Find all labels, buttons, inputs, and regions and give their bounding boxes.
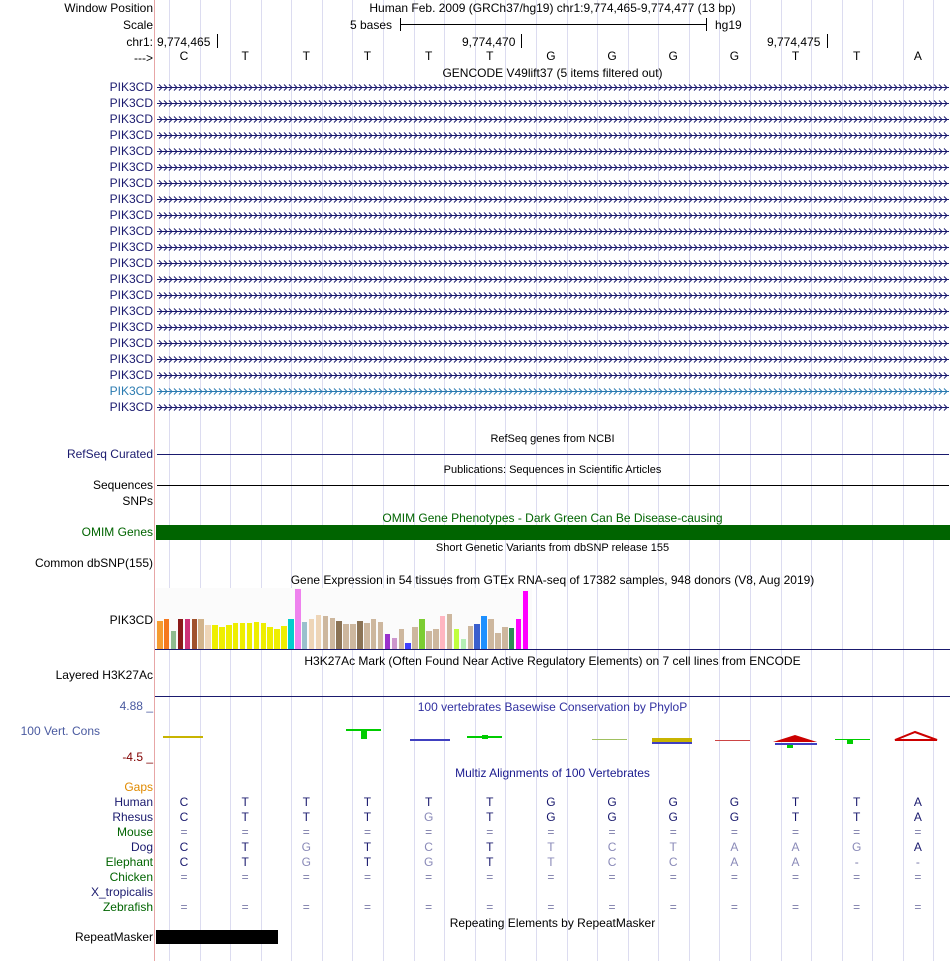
gencode-gene-line[interactable] <box>157 194 949 205</box>
gridline <box>658 0 659 961</box>
gtex-tissue-bar[interactable] <box>392 638 398 649</box>
gencode-gene-line[interactable] <box>157 210 949 221</box>
gridline <box>628 0 629 961</box>
base-letter: C <box>179 49 189 63</box>
gencode-gene-line[interactable] <box>157 274 949 285</box>
alignment-base: T <box>547 840 555 854</box>
alignment-base: T <box>486 795 494 809</box>
gtex-tissue-bar[interactable] <box>171 631 177 649</box>
gtex-tissue-bar[interactable] <box>502 627 508 649</box>
gtex-baseline <box>155 649 950 650</box>
alignment-base: T <box>241 795 249 809</box>
gtex-tissue-bar[interactable] <box>364 623 370 649</box>
direction-label: ---> <box>134 51 153 65</box>
alignment-base: A <box>730 855 739 869</box>
alignment-base: = <box>486 900 494 914</box>
gridline <box>352 0 353 961</box>
gtex-tissue-bar[interactable] <box>468 626 474 649</box>
gtex-tissue-bar[interactable] <box>316 615 322 649</box>
gencode-gene-label[interactable]: PIK3CD <box>109 80 153 94</box>
base-letter: T <box>241 49 249 63</box>
position-470-tick <box>521 34 522 48</box>
alignment-base: T <box>424 795 433 809</box>
phylop-mark <box>652 742 692 744</box>
gencode-gene-label[interactable]: PIK3CD <box>109 368 153 382</box>
gencode-gene-label[interactable]: PIK3CD <box>109 336 153 350</box>
gencode-gene-label[interactable]: PIK3CD <box>109 128 153 142</box>
gencode-gene-label[interactable]: PIK3CD <box>109 384 153 398</box>
alignment-base: G <box>546 810 556 824</box>
gtex-tissue-bar[interactable] <box>205 625 211 649</box>
gtex-tissue-bar[interactable] <box>447 614 453 649</box>
alignment-base: = <box>730 825 738 839</box>
gtex-tissue-bar[interactable] <box>440 616 446 649</box>
gridline <box>842 0 843 961</box>
alignment-base: G <box>423 855 434 869</box>
gtex-tissue-bar[interactable] <box>185 619 191 649</box>
alignment-base: G <box>668 810 678 824</box>
alignment-base: T <box>853 795 861 809</box>
gtex-tissue-bar[interactable] <box>192 619 198 649</box>
species-label[interactable]: Chicken <box>109 870 153 884</box>
gencode-gene-line[interactable] <box>157 82 949 93</box>
alignment-base: A <box>791 840 800 854</box>
alignment-base: A <box>913 795 922 809</box>
alignment-base: G <box>729 810 740 824</box>
alignment-base: C <box>179 855 189 869</box>
alignment-base: C <box>668 855 678 869</box>
alignment-base: T <box>363 810 372 824</box>
gridline <box>200 0 201 961</box>
alignment-base: - <box>854 855 859 869</box>
alignment-base: A <box>730 840 739 854</box>
phylop-mark <box>787 745 793 748</box>
gtex-title: Gene Expression in 54 tissues from GTEx RNA-seq of 17382 samples, 948 donors (V8, Aug 2019) <box>290 573 815 587</box>
gencode-gene-line[interactable] <box>157 114 949 125</box>
phylop-marks <box>163 729 937 748</box>
alignment-base: = <box>914 825 922 839</box>
gtex-tissue-bar[interactable] <box>399 629 405 649</box>
gencode-gene-line[interactable] <box>157 306 949 317</box>
gridline <box>536 0 537 961</box>
gencode-gene-label[interactable]: PIK3CD <box>109 272 153 286</box>
species-label[interactable]: Human <box>114 795 153 809</box>
phylop-min-label: -4.5 _ <box>122 750 153 764</box>
dbsnp-title: Short Genetic Variants from dbSNP release 155 <box>435 542 670 554</box>
h3k27ac-title: H3K27Ac Mark (Often Found Near Active Regulatory Elements) on 7 cell lines from ENCODE <box>304 654 801 668</box>
gridline <box>750 0 751 961</box>
alignment-base: = <box>363 825 371 839</box>
gencode-gene-line[interactable] <box>157 162 949 173</box>
alignment-base: G <box>668 795 678 809</box>
species-label[interactable]: Rhesus <box>112 810 153 824</box>
alignment-base: = <box>180 900 188 914</box>
chrom-label: chr1: <box>126 35 153 49</box>
gtex-tissue-bar[interactable] <box>254 622 260 649</box>
alignment-base: T <box>241 855 249 869</box>
alignment-base: = <box>425 900 433 914</box>
alignment-base: C <box>179 840 189 854</box>
phylop-label[interactable]: 100 Vert. Cons <box>20 724 100 738</box>
gencode-gene-label[interactable]: PIK3CD <box>109 256 153 270</box>
publications-line[interactable] <box>157 485 949 486</box>
alignment-base: C <box>179 810 189 824</box>
gtex-tissue-bar[interactable] <box>454 629 460 649</box>
gridline <box>781 0 782 961</box>
base-letter: T <box>486 49 494 63</box>
gridline <box>505 0 506 961</box>
phylop-mark <box>652 738 692 742</box>
alignment-base: T <box>363 840 372 854</box>
publications-label[interactable]: Sequences <box>92 478 153 492</box>
omim-title: OMIM Gene Phenotypes - Dark Green Can Be Disease-causing <box>382 511 723 525</box>
position-465: 9,774,465 <box>157 35 211 49</box>
base-letter: G <box>668 49 678 63</box>
repeatmasker-label[interactable]: RepeatMasker <box>74 930 153 944</box>
gencode-gene-label[interactable]: PIK3CD <box>109 224 153 238</box>
gtex-tissue-bar[interactable] <box>233 623 239 649</box>
alignment-base: = <box>608 900 616 914</box>
gencode-gene-label[interactable]: PIK3CD <box>109 208 153 222</box>
gtex-tissue-bar[interactable] <box>336 621 342 649</box>
repeatmasker-title: Repeating Elements by RepeatMasker <box>449 916 656 930</box>
base-letter: T <box>853 49 861 63</box>
phylop-mark <box>775 743 817 745</box>
alignment-base: = <box>853 900 861 914</box>
gridline <box>322 0 323 961</box>
alignment-base: = <box>302 900 310 914</box>
alignment-base: = <box>302 825 310 839</box>
phylop-mark <box>361 731 367 739</box>
base-letter: A <box>913 49 922 63</box>
alignment-base: T <box>486 810 494 824</box>
gtex-tissue-bar[interactable] <box>247 623 253 649</box>
alignment-base: = <box>302 870 310 884</box>
base-letter: T <box>302 49 310 63</box>
alignment-base: A <box>913 840 922 854</box>
alignment-base: G <box>607 795 617 809</box>
refseq-gene-line[interactable] <box>157 454 949 455</box>
gtex-tissue-bar[interactable] <box>212 625 218 649</box>
alignment-base: = <box>486 825 494 839</box>
gridline <box>872 0 873 961</box>
position-475-tick <box>827 34 828 48</box>
track-labels <box>0 0 155 961</box>
gtex-tissue-bar[interactable] <box>412 627 418 649</box>
base-letter: G <box>546 49 556 63</box>
gencode-title: GENCODE V49lift37 (5 items filtered out) <box>442 66 663 80</box>
refseq-label[interactable]: RefSeq Curated <box>66 447 153 461</box>
phylop-mark <box>410 739 450 741</box>
alignment-base: = <box>180 870 188 884</box>
gencode-gene-label[interactable]: PIK3CD <box>109 288 153 302</box>
alignment-base: = <box>363 900 371 914</box>
gtex-label[interactable]: PIK3CD <box>109 613 153 627</box>
phylop-title: 100 vertebrates Basewise Conservation by PhyloP <box>417 700 688 714</box>
gridline <box>169 0 170 961</box>
alignment-base: T <box>853 810 861 824</box>
alignment-base: C <box>607 855 617 869</box>
species-label[interactable]: Dog <box>130 840 153 854</box>
window-position-label: Window Position <box>64 1 153 15</box>
gencode-gene-label[interactable]: PIK3CD <box>109 400 153 414</box>
alignment-base: G <box>301 855 311 869</box>
publications-title: Publications: Sequences in Scientific Articles <box>443 464 662 476</box>
alignment-base: T <box>302 810 310 824</box>
gtex-tissue-bar[interactable] <box>274 629 280 649</box>
gtex-tissue-bar[interactable] <box>495 633 501 649</box>
snps-label[interactable]: SNPs <box>122 494 153 508</box>
gencode-gene-label[interactable]: PIK3CD <box>109 192 153 206</box>
window-position-value: Human Feb. 2009 (GRCh37/hg19) chr1:9,774,465-9,774,477 (13 bp) <box>369 1 736 15</box>
gencode-gene-line[interactable] <box>157 226 949 237</box>
gtex-tissue-bar[interactable] <box>426 631 432 649</box>
position-465-tick <box>217 34 218 48</box>
h3k27ac-label[interactable]: Layered H3K27Ac <box>55 668 153 682</box>
gtex-tissue-bar[interactable] <box>474 624 480 649</box>
gencode-gene-line[interactable] <box>157 146 949 157</box>
gridline <box>261 0 262 961</box>
alignment-base: = <box>914 870 922 884</box>
dbsnp-label[interactable]: Common dbSNP(155) <box>34 556 153 570</box>
repeatmasker-element[interactable] <box>156 930 278 944</box>
gtex-tissue-bar[interactable] <box>288 619 294 649</box>
alignment-base: = <box>608 825 616 839</box>
alignment-base: G <box>546 795 556 809</box>
gaps-label: Gaps <box>124 780 153 794</box>
alignment-base: T <box>791 810 800 824</box>
base-letter: G <box>607 49 617 63</box>
gtex-tissue-bar[interactable] <box>385 634 391 649</box>
gtex-tissue-bar[interactable] <box>281 626 287 649</box>
gtex-tissue-bar[interactable] <box>198 619 204 649</box>
gencode-gene-line[interactable] <box>157 242 949 253</box>
gridline <box>475 0 476 961</box>
position-470: 9,774,470 <box>462 35 516 49</box>
gtex-tissue-bar[interactable] <box>178 619 184 649</box>
gtex-tissue-bar[interactable] <box>302 622 308 649</box>
gridline <box>933 0 934 961</box>
alignment-base: T <box>547 855 555 869</box>
alignment-base: = <box>792 900 800 914</box>
alignment-base: = <box>792 825 800 839</box>
gtex-tissue-bar[interactable] <box>226 625 232 649</box>
alignment-base: C <box>424 840 433 854</box>
gridline <box>597 0 598 961</box>
alignment-base: G <box>729 795 740 809</box>
gtex-tissue-bar[interactable] <box>330 618 336 649</box>
gtex-tissue-bar[interactable] <box>378 622 384 649</box>
gtex-tissue-bar[interactable] <box>295 589 301 649</box>
alignment-base: = <box>547 900 555 914</box>
gencode-gene-line[interactable] <box>157 258 949 269</box>
alignment-base: C <box>607 840 617 854</box>
gencode-gene-line[interactable] <box>157 386 949 397</box>
alignment-base: = <box>853 870 861 884</box>
gtex-tissue-bar[interactable] <box>267 627 273 649</box>
gencode-gene-label[interactable]: PIK3CD <box>109 144 153 158</box>
gencode-gene-line[interactable] <box>157 402 949 413</box>
alignment-base: T <box>791 795 800 809</box>
phylop-mark <box>482 735 488 739</box>
alignment-base: = <box>241 825 249 839</box>
gridline <box>383 0 384 961</box>
alignment-base: = <box>669 870 677 884</box>
alignment-base: C <box>179 795 189 809</box>
species-label[interactable]: Elephant <box>105 855 153 869</box>
phylop-mark <box>847 740 853 744</box>
gridline <box>689 0 690 961</box>
alignment-base: = <box>853 825 861 839</box>
gencode-gene-line[interactable] <box>157 98 949 109</box>
gencode-gene-line[interactable] <box>157 338 949 349</box>
base-letter: T <box>424 49 433 63</box>
gtex-tissue-bar[interactable] <box>461 639 467 649</box>
species-label[interactable]: Mouse <box>116 825 153 839</box>
multiz-title: Multiz Alignments of 100 Vertebrates <box>455 766 650 780</box>
refseq-title: RefSeq genes from NCBI <box>490 433 615 445</box>
species-label[interactable]: Zebrafish <box>102 900 153 914</box>
gridline <box>291 0 292 961</box>
gtex-tissue-bar[interactable] <box>419 619 425 649</box>
alignment-base: A <box>791 855 800 869</box>
gencode-gene-line[interactable] <box>157 354 949 365</box>
gtex-tissue-bar[interactable] <box>357 621 363 649</box>
scale-bar <box>400 24 706 25</box>
alignment-base: G <box>423 810 434 824</box>
gencode-gene-label[interactable]: PIK3CD <box>109 320 153 334</box>
gencode-gene-label[interactable]: PIK3CD <box>109 352 153 366</box>
base-letter: G <box>729 49 740 63</box>
alignment-base: T <box>241 810 249 824</box>
track-area[interactable] <box>155 0 950 961</box>
gtex-tissue-bar[interactable] <box>219 627 225 649</box>
phylop-max-label: 4.88 _ <box>119 699 153 713</box>
omim-bar[interactable] <box>156 525 950 540</box>
gencode-gene-label[interactable]: PIK3CD <box>109 176 153 190</box>
alignment-base: T <box>669 840 677 854</box>
gencode-gene-line[interactable] <box>157 370 949 381</box>
phylop-mark <box>835 739 870 740</box>
scale-label: Scale <box>122 18 153 32</box>
gridline <box>719 0 720 961</box>
alignment-base: = <box>180 825 188 839</box>
phylop-mark <box>346 729 381 731</box>
gtex-tissue-bar[interactable] <box>516 619 522 649</box>
gencode-gene-line[interactable] <box>157 290 949 301</box>
base-letter: T <box>363 49 372 63</box>
gtex-tissue-bar[interactable] <box>481 616 487 649</box>
alignment-base: T <box>363 855 372 869</box>
gtex-tissue-bar[interactable] <box>323 616 329 649</box>
alignment-base: G <box>852 840 862 854</box>
alignment-base: = <box>914 900 922 914</box>
alignment-base: = <box>792 870 800 884</box>
gencode-gene-label[interactable]: PIK3CD <box>109 112 153 126</box>
phylop-mark <box>773 735 817 742</box>
gencode-gene-line[interactable] <box>157 178 949 189</box>
scale-assembly: hg19 <box>715 18 742 32</box>
phylop-mark <box>895 732 937 740</box>
gridline <box>414 0 415 961</box>
alignment-base: = <box>363 870 371 884</box>
gridline <box>903 0 904 961</box>
alignment-base: = <box>241 900 249 914</box>
phylop-plot[interactable] <box>155 725 950 751</box>
position-475: 9,774,475 <box>767 35 821 49</box>
gridline <box>230 0 231 961</box>
gencode-gene-label[interactable]: PIK3CD <box>109 304 153 318</box>
gencode-gene-label[interactable]: PIK3CD <box>109 160 153 174</box>
alignment-base: T <box>486 855 494 869</box>
omim-label[interactable]: OMIM Genes <box>81 525 153 539</box>
gtex-tissue-bar[interactable] <box>371 619 377 649</box>
phylop-mark <box>163 736 203 738</box>
gtex-tissue-bar[interactable] <box>309 619 315 649</box>
alignment-base: = <box>241 870 249 884</box>
species-label[interactable]: X_tropicalis <box>90 885 153 899</box>
gtex-tissue-bar[interactable] <box>240 623 246 649</box>
alignment-base: = <box>425 870 433 884</box>
gtex-tissue-bar[interactable] <box>350 624 356 649</box>
alignment-base: = <box>486 870 494 884</box>
gtex-tissue-bar[interactable] <box>433 629 439 649</box>
alignment-base: T <box>241 840 249 854</box>
alignment-base: = <box>669 900 677 914</box>
alignment-base: A <box>913 810 922 824</box>
gencode-gene-line[interactable] <box>157 322 949 333</box>
alignment-base: - <box>915 855 920 869</box>
alignment-base: T <box>302 795 310 809</box>
gridline <box>811 0 812 961</box>
alignment-base: = <box>425 825 433 839</box>
gencode-gene-line[interactable] <box>157 130 949 141</box>
phylop-mark <box>592 739 627 740</box>
alignment-base: = <box>669 825 677 839</box>
alignment-base: T <box>486 840 494 854</box>
scale-text: 5 bases <box>350 18 393 32</box>
phylop-mark <box>715 740 750 741</box>
alignment-base: = <box>730 870 738 884</box>
gtex-tissue-bar[interactable] <box>343 624 349 649</box>
base-letter: T <box>791 49 800 63</box>
alignment-base: = <box>730 900 738 914</box>
alignment-base: G <box>607 810 617 824</box>
h3k27ac-baseline <box>155 696 950 697</box>
alignment-base: T <box>363 795 372 809</box>
alignment-base: = <box>547 825 555 839</box>
alignment-base: = <box>547 870 555 884</box>
gtex-tissue-bar[interactable] <box>509 628 515 649</box>
gtex-tissue-bar[interactable] <box>164 619 170 649</box>
gencode-gene-label[interactable]: PIK3CD <box>109 96 153 110</box>
alignment-base: = <box>608 870 616 884</box>
gtex-tissue-bar[interactable] <box>488 619 494 649</box>
gtex-tissue-bar[interactable] <box>157 621 163 649</box>
scale-bar-right-tick <box>706 18 707 31</box>
alignment-base: G <box>301 840 311 854</box>
gtex-tissue-bar[interactable] <box>523 591 529 649</box>
gridline <box>444 0 445 961</box>
gencode-gene-label[interactable]: PIK3CD <box>109 240 153 254</box>
gtex-tissue-bar[interactable] <box>261 623 267 649</box>
gridline <box>567 0 568 961</box>
